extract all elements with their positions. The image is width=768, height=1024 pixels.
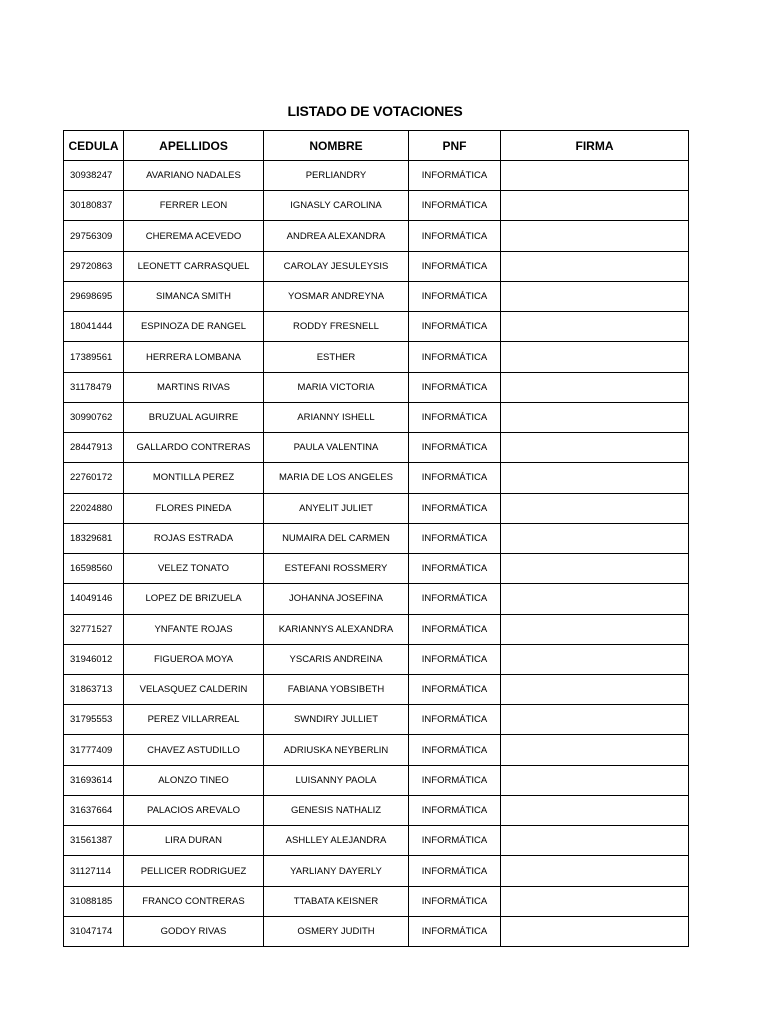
pnf-cell: INFORMÁTICA (409, 251, 501, 281)
pnf-cell: INFORMÁTICA (409, 312, 501, 342)
apellidos-cell: GALLARDO CONTRERAS (124, 433, 264, 463)
apellidos-cell: VELEZ TONATO (124, 554, 264, 584)
pnf-cell: INFORMÁTICA (409, 674, 501, 704)
nombre-cell: OSMERY JUDITH (264, 916, 409, 946)
nombre-cell: MARIA DE LOS ANGELES (264, 463, 409, 493)
cedula-cell: 31693614 (64, 765, 124, 795)
apellidos-cell: LIRA DURAN (124, 826, 264, 856)
apellidos-cell: LOPEZ DE BRIZUELA (124, 584, 264, 614)
pnf-cell: INFORMÁTICA (409, 493, 501, 523)
table-row (64, 705, 689, 735)
table-row (64, 312, 689, 342)
firma-cell (501, 251, 689, 281)
apellidos-cell: PELLICER RODRIGUEZ (124, 856, 264, 886)
pnf-cell: INFORMÁTICA (409, 221, 501, 251)
pnf-cell: INFORMÁTICA (409, 886, 501, 916)
apellidos-cell: ROJAS ESTRADA (124, 523, 264, 553)
apellidos-cell: YNFANTE ROJAS (124, 614, 264, 644)
cedula-cell: 30990762 (64, 402, 124, 432)
pnf-cell: INFORMÁTICA (409, 342, 501, 372)
firma-cell (501, 886, 689, 916)
apellidos-cell: VELASQUEZ CALDERIN (124, 674, 264, 704)
table-row (64, 493, 689, 523)
apellidos-cell: MONTILLA PEREZ (124, 463, 264, 493)
table-row (64, 735, 689, 765)
cedula-cell: 30938247 (64, 161, 124, 191)
cedula-cell: 30180837 (64, 191, 124, 221)
apellidos-cell: ESPINOZA DE RANGEL (124, 312, 264, 342)
table-row (64, 433, 689, 463)
firma-cell (501, 554, 689, 584)
firma-cell (501, 493, 689, 523)
pnf-cell: INFORMÁTICA (409, 826, 501, 856)
nombre-cell: GENESIS NATHALIZ (264, 795, 409, 825)
nombre-cell: NUMAIRA DEL CARMEN (264, 523, 409, 553)
firma-cell (501, 191, 689, 221)
pnf-cell: INFORMÁTICA (409, 523, 501, 553)
table-row (64, 281, 689, 311)
nombre-cell: YOSMAR ANDREYNA (264, 281, 409, 311)
cedula-cell: 31561387 (64, 826, 124, 856)
header-firma: FIRMA (501, 131, 689, 161)
pnf-cell: INFORMÁTICA (409, 161, 501, 191)
apellidos-cell: HERRERA LOMBANA (124, 342, 264, 372)
cedula-cell: 28447913 (64, 433, 124, 463)
cedula-cell: 31946012 (64, 644, 124, 674)
cedula-cell: 22024880 (64, 493, 124, 523)
pnf-cell: INFORMÁTICA (409, 402, 501, 432)
table-row (64, 856, 689, 886)
firma-cell (501, 221, 689, 251)
cedula-cell: 22760172 (64, 463, 124, 493)
apellidos-cell: FLORES PINEDA (124, 493, 264, 523)
nombre-cell: ANYELIT JULIET (264, 493, 409, 523)
firma-cell (501, 735, 689, 765)
apellidos-cell: CHEREMA ACEVEDO (124, 221, 264, 251)
nombre-cell: ESTHER (264, 342, 409, 372)
pnf-cell: INFORMÁTICA (409, 916, 501, 946)
document-title: LISTADO DE VOTACIONES (287, 103, 463, 119)
apellidos-cell: CHAVEZ ASTUDILLO (124, 735, 264, 765)
firma-cell (501, 705, 689, 735)
cedula-cell: 18041444 (64, 312, 124, 342)
nombre-cell: JOHANNA JOSEFINA (264, 584, 409, 614)
cedula-cell: 16598560 (64, 554, 124, 584)
firma-cell (501, 342, 689, 372)
table-body (64, 161, 689, 947)
table-row (64, 372, 689, 402)
nombre-cell: FABIANA YOBSIBETH (264, 674, 409, 704)
pnf-cell: INFORMÁTICA (409, 856, 501, 886)
nombre-cell: ADRIUSKA NEYBERLIN (264, 735, 409, 765)
table-row (64, 765, 689, 795)
cedula-cell: 31178479 (64, 372, 124, 402)
nombre-cell: ARIANNY ISHELL (264, 402, 409, 432)
nombre-cell: CAROLAY JESULEYSIS (264, 251, 409, 281)
table-row (64, 795, 689, 825)
apellidos-cell: AVARIANO NADALES (124, 161, 264, 191)
header-pnf: PNF (409, 131, 501, 161)
table-row (64, 191, 689, 221)
nombre-cell: PAULA VALENTINA (264, 433, 409, 463)
table-row (64, 342, 689, 372)
apellidos-cell: GODOY RIVAS (124, 916, 264, 946)
apellidos-cell: ALONZO TINEO (124, 765, 264, 795)
apellidos-cell: FERRER LEON (124, 191, 264, 221)
firma-cell (501, 161, 689, 191)
firma-cell (501, 765, 689, 795)
apellidos-cell: PALACIOS AREVALO (124, 795, 264, 825)
nombre-cell: ANDREA ALEXANDRA (264, 221, 409, 251)
nombre-cell: YARLIANY DAYERLY (264, 856, 409, 886)
cedula-cell: 31795553 (64, 705, 124, 735)
pnf-cell: INFORMÁTICA (409, 433, 501, 463)
header-cedula: CEDULA (64, 131, 124, 161)
cedula-cell: 29698695 (64, 281, 124, 311)
nombre-cell: KARIANNYS ALEXANDRA (264, 614, 409, 644)
firma-cell (501, 523, 689, 553)
nombre-cell: LUISANNY PAOLA (264, 765, 409, 795)
table-row (64, 523, 689, 553)
pnf-cell: INFORMÁTICA (409, 705, 501, 735)
firma-cell (501, 614, 689, 644)
nombre-cell: IGNASLY CAROLINA (264, 191, 409, 221)
firma-cell (501, 312, 689, 342)
apellidos-cell: FIGUEROA MOYA (124, 644, 264, 674)
cedula-cell: 31047174 (64, 916, 124, 946)
table-row (64, 221, 689, 251)
cedula-cell: 14049146 (64, 584, 124, 614)
voting-list-table (63, 130, 689, 947)
table-row (64, 554, 689, 584)
pnf-cell: INFORMÁTICA (409, 281, 501, 311)
firma-cell (501, 916, 689, 946)
nombre-cell: YSCARIS ANDREINA (264, 644, 409, 674)
firma-cell (501, 463, 689, 493)
table-row (64, 886, 689, 916)
header-apellidos: APELLIDOS (124, 131, 264, 161)
nombre-cell: ESTEFANI ROSSMERY (264, 554, 409, 584)
firma-cell (501, 826, 689, 856)
cedula-cell: 29720863 (64, 251, 124, 281)
apellidos-cell: PEREZ VILLARREAL (124, 705, 264, 735)
firma-cell (501, 433, 689, 463)
firma-cell (501, 281, 689, 311)
firma-cell (501, 795, 689, 825)
table-row (64, 584, 689, 614)
table-row (64, 402, 689, 432)
pnf-cell: INFORMÁTICA (409, 372, 501, 402)
apellidos-cell: SIMANCA SMITH (124, 281, 264, 311)
apellidos-cell: FRANCO CONTRERAS (124, 886, 264, 916)
pnf-cell: INFORMÁTICA (409, 644, 501, 674)
nombre-cell: MARIA VICTORIA (264, 372, 409, 402)
firma-cell (501, 674, 689, 704)
apellidos-cell: LEONETT CARRASQUEL (124, 251, 264, 281)
pnf-cell: INFORMÁTICA (409, 463, 501, 493)
firma-cell (501, 372, 689, 402)
table-row (64, 674, 689, 704)
pnf-cell: INFORMÁTICA (409, 191, 501, 221)
pnf-cell: INFORMÁTICA (409, 584, 501, 614)
nombre-cell: SWNDIRY JULLIET (264, 705, 409, 735)
cedula-cell: 31088185 (64, 886, 124, 916)
table-row (64, 463, 689, 493)
pnf-cell: INFORMÁTICA (409, 765, 501, 795)
cedula-cell: 17389561 (64, 342, 124, 372)
cedula-cell: 29756309 (64, 221, 124, 251)
pnf-cell: INFORMÁTICA (409, 795, 501, 825)
firma-cell (501, 584, 689, 614)
apellidos-cell: BRUZUAL AGUIRRE (124, 402, 264, 432)
table-row (64, 614, 689, 644)
table-row (64, 251, 689, 281)
pnf-cell: INFORMÁTICA (409, 735, 501, 765)
table-row (64, 161, 689, 191)
firma-cell (501, 402, 689, 432)
nombre-cell: TTABATA KEISNER (264, 886, 409, 916)
table-row (64, 826, 689, 856)
cedula-cell: 31637664 (64, 795, 124, 825)
table-header-row (64, 131, 689, 161)
table-row (64, 916, 689, 946)
nombre-cell: RODDY FRESNELL (264, 312, 409, 342)
cedula-cell: 31863713 (64, 674, 124, 704)
cedula-cell: 32771527 (64, 614, 124, 644)
apellidos-cell: MARTINS RIVAS (124, 372, 264, 402)
nombre-cell: PERLIANDRY (264, 161, 409, 191)
firma-cell (501, 856, 689, 886)
pnf-cell: INFORMÁTICA (409, 614, 501, 644)
pnf-cell: INFORMÁTICA (409, 554, 501, 584)
firma-cell (501, 644, 689, 674)
header-nombre: NOMBRE (264, 131, 409, 161)
table-row (64, 644, 689, 674)
cedula-cell: 31127114 (64, 856, 124, 886)
cedula-cell: 18329681 (64, 523, 124, 553)
nombre-cell: ASHLLEY ALEJANDRA (264, 826, 409, 856)
cedula-cell: 31777409 (64, 735, 124, 765)
